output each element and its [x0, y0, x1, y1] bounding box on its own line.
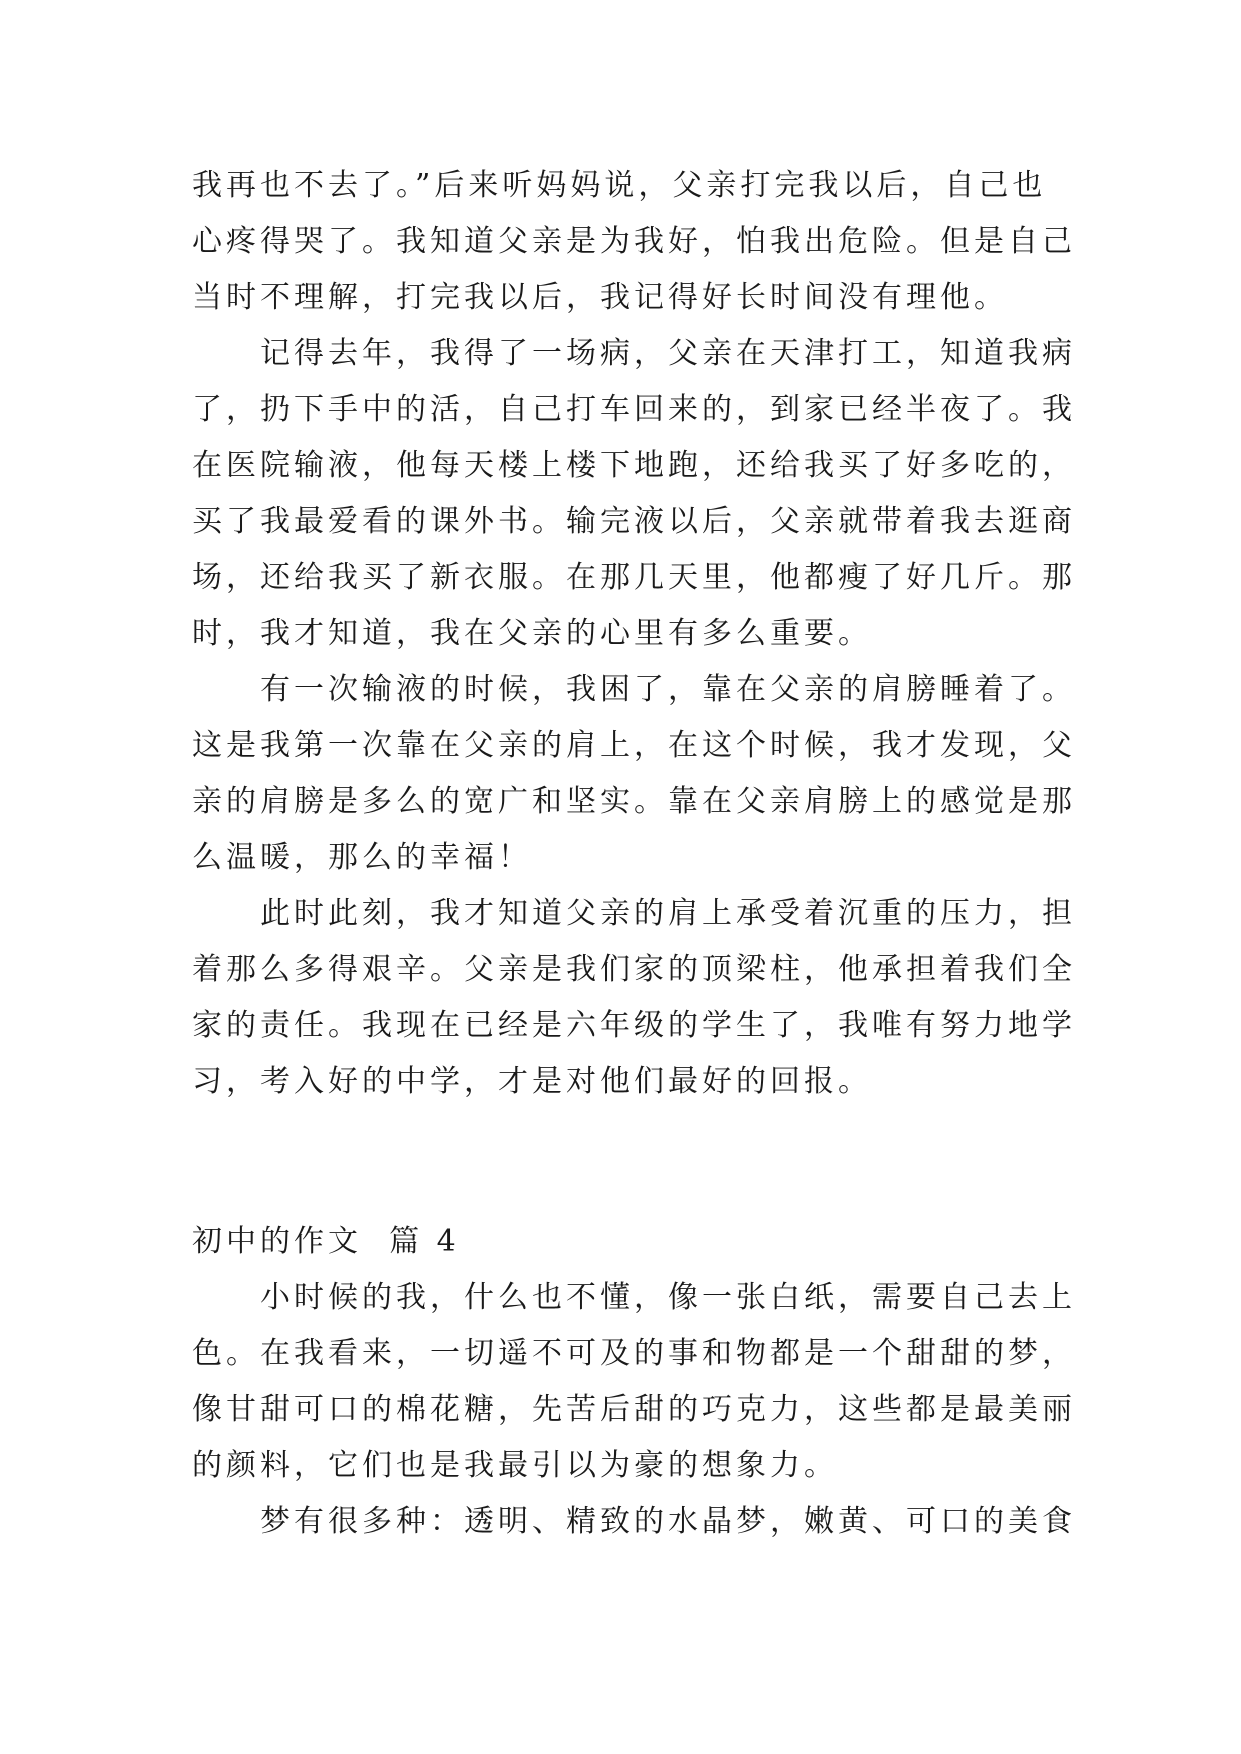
paragraph-line: 么温暖，那么的幸福！ [192, 840, 532, 875]
paragraph-line: 在医院输液，他每天楼上楼下地跑，还给我买了好多吃的， [192, 448, 1076, 483]
paragraph-line: 有一次输液的时候，我困了，靠在父亲的肩膀睡着了。 [192, 672, 1076, 707]
paragraph-line: 场，还给我买了新衣服。在那几天里，他都瘦了好几斤。那 [192, 560, 1076, 595]
section-heading: 初中的作文 篇 4 [192, 1224, 460, 1259]
paragraph-dreams [192, 1494, 1076, 1550]
paragraph-line: 习，考入好的中学，才是对他们最好的回报。 [192, 1064, 872, 1099]
paragraph-line: 这是我第一次靠在父亲的肩上，在这个时候，我才发现，父 [192, 728, 1076, 763]
paragraph-line: 当时不理解，打完我以后，我记得好长时间没有理他。 [192, 280, 1008, 315]
paragraph-line: 心疼得哭了。我知道父亲是为我好，怕我出危险。但是自己 [192, 224, 1076, 259]
paragraph-childhood [192, 1270, 1076, 1494]
paragraph-line: 像甘甜可口的棉花糖，先苦后甜的巧克力，这些都是最美丽 [192, 1392, 1076, 1427]
paragraph-line: 此时此刻，我才知道父亲的肩上承受着沉重的压力，担 [192, 896, 1076, 931]
paragraph-line: 着那么多得艰辛。父亲是我们家的顶梁柱，他承担着我们全 [192, 952, 1076, 987]
paragraph-line: 亲的肩膀是多么的宽广和坚实。靠在父亲肩膀上的感觉是那 [192, 784, 1076, 819]
paragraph-illness [192, 326, 1076, 662]
paragraph-line: 我再也不去了。”后来听妈妈说，父亲打完我以后，自己也 [192, 168, 1047, 203]
paragraph-line: 色。在我看来，一切遥不可及的事和物都是一个甜甜的梦， [192, 1336, 1076, 1371]
paragraph-line: 时，我才知道，我在父亲的心里有多么重要。 [192, 616, 872, 651]
paragraph-line: 梦有很多种：透明、精致的水晶梦，嫩黄、可口的美食 [192, 1504, 1076, 1539]
paragraph-line: 的颜料，它们也是我最引以为豪的想象力。 [192, 1448, 838, 1483]
paragraph-responsibility [192, 886, 1076, 1110]
paragraph-line: 记得去年，我得了一场病，父亲在天津打工，知道我病 [192, 336, 1076, 371]
section-heading-block [192, 1214, 1058, 1270]
paragraph-line: 买了我最爱看的课外书。输完液以后，父亲就带着我去逛商 [192, 504, 1076, 539]
paragraph-line: 家的责任。我现在已经是六年级的学生了，我唯有努力地学 [192, 1008, 1076, 1043]
paragraph-shoulder [192, 662, 1076, 886]
paragraph-line: 了，扔下手中的活，自己打车回来的，到家已经半夜了。我 [192, 392, 1076, 427]
paragraph-line: 小时候的我，什么也不懂，像一张白纸，需要自己去上 [192, 1280, 1076, 1315]
paragraph-father-hit [192, 158, 1076, 326]
